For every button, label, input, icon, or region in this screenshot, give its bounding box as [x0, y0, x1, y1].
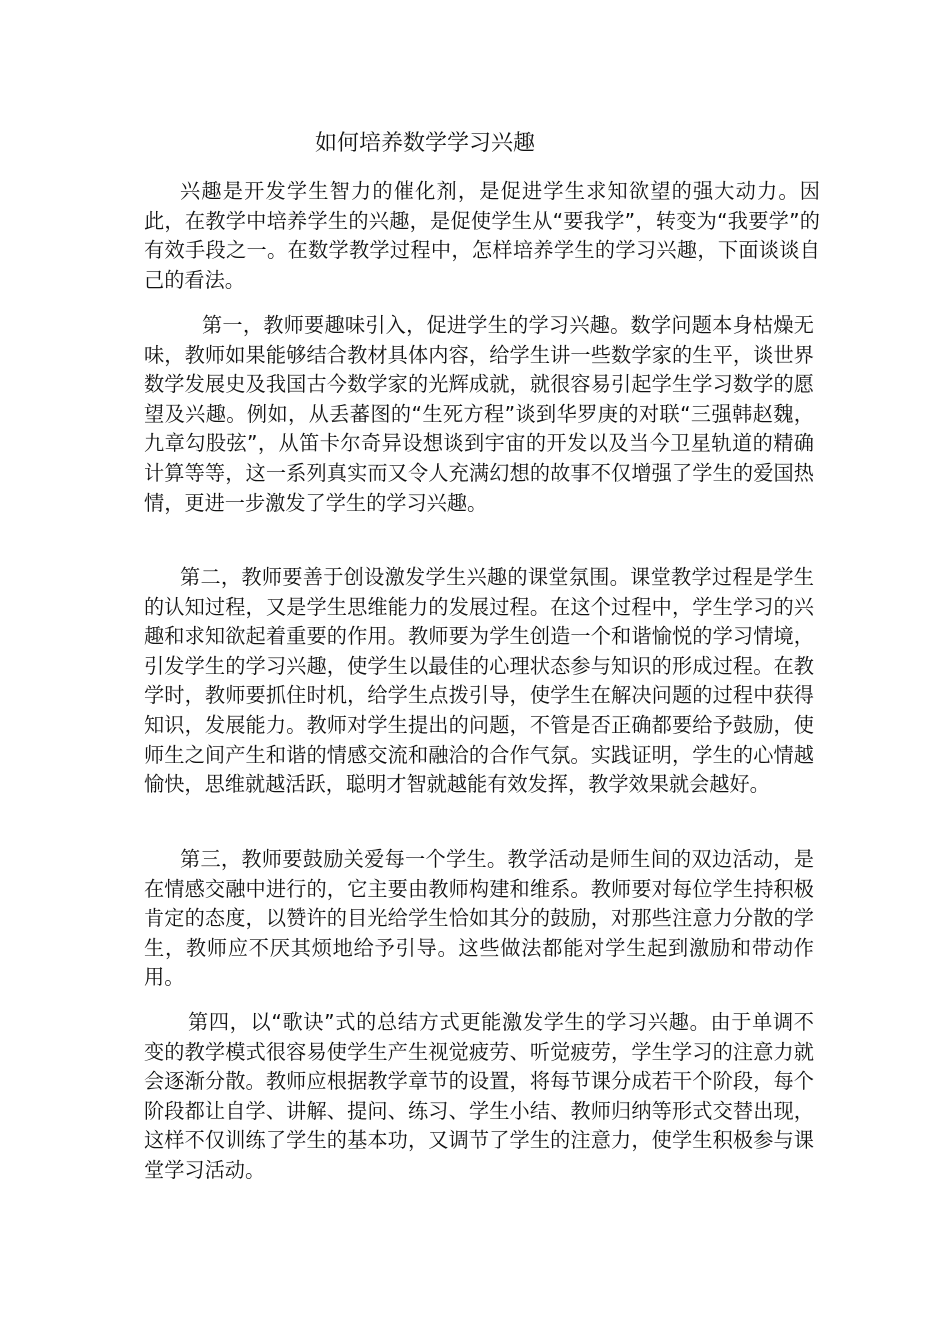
paragraph-third: 第三，教师要鼓励关爱每一个学生。教学活动是师生间的双边活动，是在情感交融中进行的，它主要由教师构建和维系。教师要对每位学生持积极肯定的态度，以赞许的目光给学生恰如其分的鼓励，对那些注意力分散的学生，教师应不厌其烦地给予引导。这些做法都能对学生起到激励和带动作用。	[144, 847, 814, 990]
paragraph-fourth: 第四，以“歌诀”式的总结方式更能激发学生的学习兴趣。由于单调不变的教学模式很容易使学生产生视觉疲劳、听觉疲劳，学生学习的注意力就会逐渐分散。教师应根据教学章节的设置，将每节课分成若干个阶段，每个阶段都让自学、讲解、提问、练习、学生小结、教师归纳等形式交替出现，这样不仅训练了学生的基本功，又调节了学生的注意力，使学生积极参与课堂学习活动。	[144, 1010, 814, 1182]
paragraph-intro: 兴趣是开发学生智力的催化剂，是促进学生求知欲望的强大动力。因此，在教学中培养学生的兴趣，是促使学生从“要我学”，转变为“我要学”的有效手段之一。在数学教学过程中，怎样培养学生的学习兴趣，下面谈谈自己的看法。	[144, 179, 820, 292]
paragraph-second: 第二，教师要善于创设激发学生兴趣的课堂氛围。课堂教学过程是学生的认知过程，又是学生思维能力的发展过程。在这个过程中，学生学习的兴趣和求知欲起着重要的作用。教师要为学生创造一个和谐愉悦的学习情境，引发学生的学习兴趣，使学生以最佳的心理状态参与知识的形成过程。在教学时，教师要抓住时机，给学生点拨引导，使学生在解决问题的过程中获得知识，发展能力。教师对学生提出的问题，不管是否正确都要给予鼓励，使师生之间产生和谐的情感交流和融洽的合作气氛。实践证明，学生的心情越愉快，思维就越活跃，聪明才智就越能有效发挥，教学效果就会越好。	[144, 565, 814, 797]
document-title: 如何培养数学学习兴趣	[314, 131, 535, 156]
paragraph-first: 第一，教师要趣味引入，促进学生的学习兴趣。数学问题本身枯燥无味，教师如果能够结合教材具体内容，给学生讲一些数学家的生平，谈世界数学发展史及我国古今数学家的光辉成就，就很容易引起学生学习数学的愿望及兴趣。例如，从丢蕃图的“生死方程”谈到华罗庚的对联“三强韩赵魏，九章勾股弦”，从笛卡尔奇异设想谈到宇宙的开发以及当今卫星轨道的精确计算等等，这一系列真实而又令人充满幻想的故事不仅增强了学生的爱国热情，更进一步激发了学生的学习兴趣。	[144, 313, 814, 515]
